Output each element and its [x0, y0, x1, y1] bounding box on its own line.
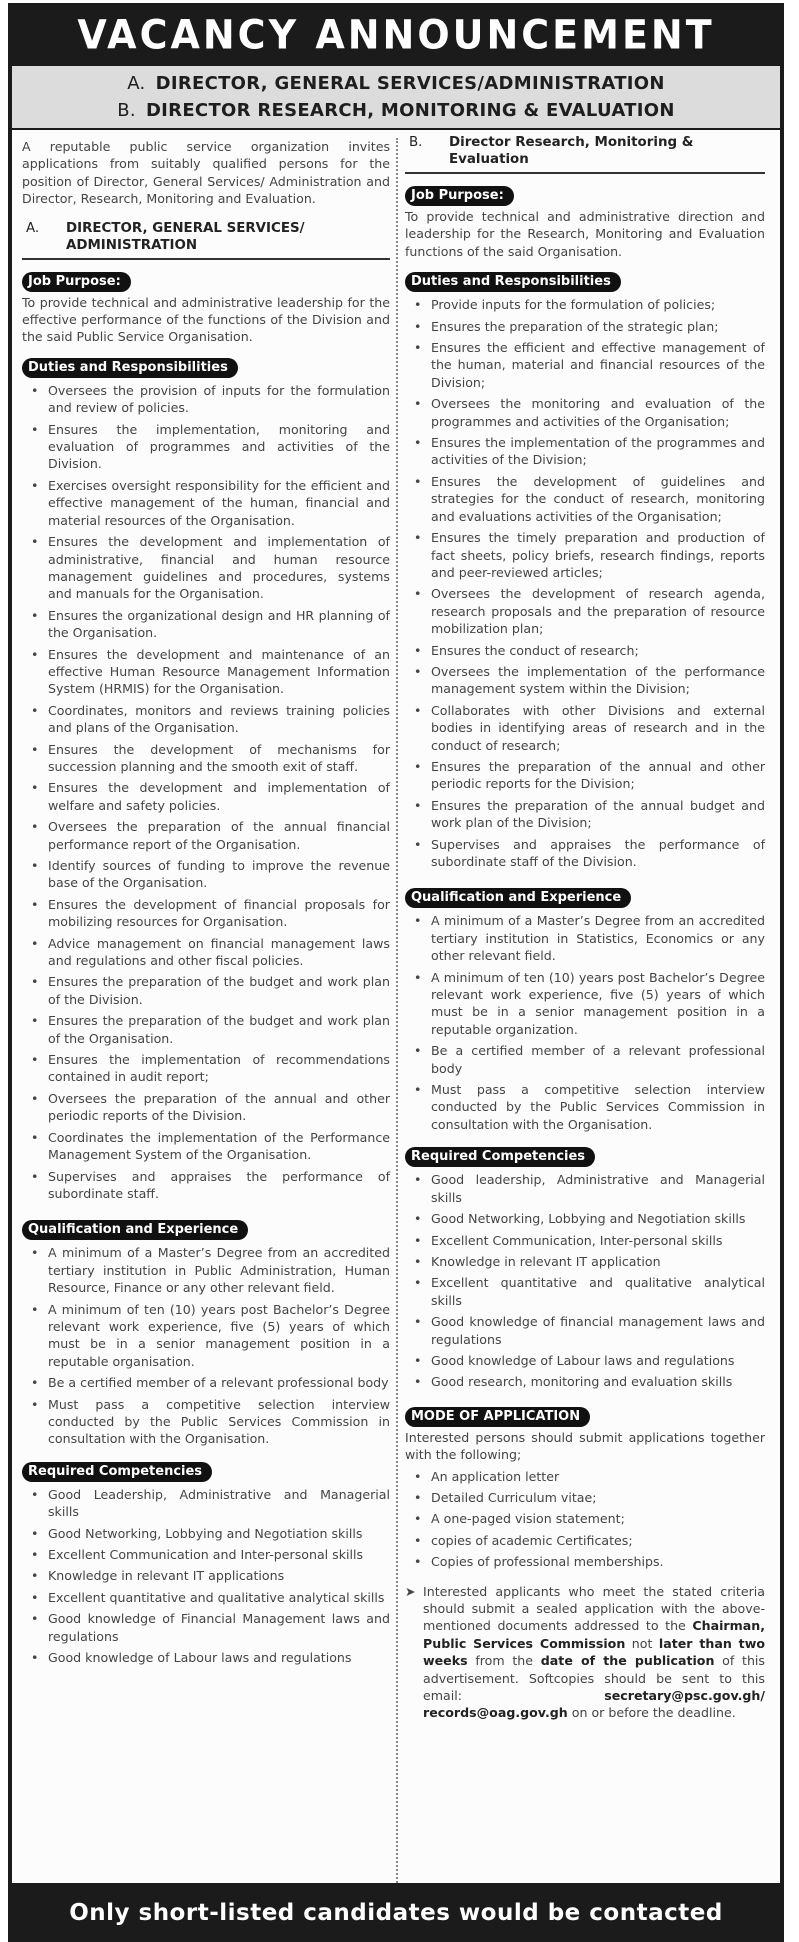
list-item-text: Good knowledge of Labour laws and regulations: [431, 1352, 735, 1368]
list-item: [22, 1525, 390, 1542]
bullet-icon: •: [31, 607, 39, 623]
list-item: [405, 642, 765, 659]
list-item-text: Excellent Communication and Inter-personal skills: [48, 1547, 364, 1562]
bullet-icon: •: [31, 1486, 39, 1502]
competencies-list: [22, 1486, 390, 1667]
arrow-bullet-icon: ➤: [405, 1583, 416, 1599]
list-item: [22, 1610, 390, 1645]
qualification-label: Qualification and Experience: [22, 1220, 248, 1240]
list-item-text: Excellent Communication, Inter-personal skills: [431, 1232, 723, 1248]
list-item: [22, 1168, 390, 1203]
list-item: [22, 1012, 390, 1047]
position-title: DIRECTOR RESEARCH, MONITORING & EVALUATION: [145, 100, 675, 121]
list-item: [405, 1373, 765, 1390]
job-purpose-text: To provide technical and administrative direction and leadership for the Research, Monitoring and Evaluation functions of the said Organisation.: [405, 209, 765, 259]
bullet-icon: •: [31, 1013, 39, 1029]
page-title: VACANCY ANNOUNCEMENT: [77, 11, 715, 58]
instruction-text: Interested applicants who meet the stated criteria should submit a sealed application with the above-mentioned documents addressed to the: [423, 1583, 765, 1634]
bullet-icon: •: [414, 1253, 422, 1269]
bullet-icon: •: [414, 758, 422, 774]
bullet-icon: •: [31, 1611, 39, 1627]
list-item: [405, 1210, 765, 1227]
list-item-text: Ensures the development and maintenance of an effective Human Resource Management Information System (HRMIS) for the Organisation.: [48, 646, 390, 697]
list-item-text: Ensures the preparation of the strategic plan;: [431, 318, 719, 334]
bullet-icon: •: [414, 1532, 422, 1548]
bullet-icon: •: [414, 836, 422, 852]
qualification-label: Qualification and Experience: [405, 888, 631, 908]
required-documents-list: [405, 1468, 765, 1571]
bullet-icon: •: [414, 1468, 422, 1484]
list-item: [22, 1546, 390, 1563]
bullet-icon: •: [31, 1396, 39, 1412]
list-item-text: Excellent quantitative and qualitative analytical skills: [48, 1589, 385, 1605]
deadline-reference: date of the publication: [540, 1653, 715, 1669]
list-item: [405, 1510, 765, 1527]
list-item-text: A minimum of ten (10) years post Bachelor’s Degree relevant work experience, five (5) years of which must be in a senior management position in a reputable organization.: [431, 969, 765, 1037]
bullet-icon: •: [31, 1525, 39, 1541]
bullet-icon: •: [414, 340, 422, 356]
list-item-text: Good knowledge of financial management laws and regulations: [431, 1314, 765, 1347]
list-item-text: Detailed Curriculum vitae;: [431, 1489, 597, 1505]
list-item-text: Ensures the development and implementation of welfare and safety policies.: [48, 780, 390, 813]
list-item: [405, 1313, 765, 1348]
list-item-text: Copies of professional memberships.: [431, 1554, 664, 1570]
bullet-icon: •: [414, 318, 422, 334]
list-item-text: Knowledge in relevant IT applications: [48, 1568, 285, 1584]
bullet-icon: •: [414, 969, 422, 985]
bullet-icon: •: [414, 1172, 422, 1188]
application-intro: Interested persons should submit applications together with the following;: [405, 1429, 765, 1463]
competencies-list: [405, 1171, 765, 1390]
bullet-icon: •: [31, 534, 39, 550]
title-band: [8, 3, 784, 66]
list-item: [405, 758, 765, 793]
list-item: [405, 1352, 765, 1369]
list-item-text: Ensures the preparation of the annual and other periodic reports for the Division;: [431, 758, 765, 792]
bullet-icon: •: [31, 1650, 39, 1666]
position-a-heading: [22, 220, 390, 260]
list-item-text: Identify sources of funding to improve the revenue base of the Organisation.: [48, 858, 390, 891]
bullet-icon: •: [31, 382, 39, 398]
list-item: [22, 779, 390, 814]
position-b-title: Director Research, Monitoring & Evaluation: [449, 135, 694, 167]
list-item-text: Oversees the preparation of the annual and other periodic reports of the Division.: [48, 1090, 390, 1124]
list-item-text: Ensures the implementation of the programmes and activities of the Division;: [431, 435, 765, 468]
bullet-icon: •: [414, 1554, 422, 1570]
list-item-text: Ensures the preparation of the budget and work plan of the Division.: [48, 974, 390, 1007]
list-item: [22, 646, 390, 698]
list-item-text: Supervises and appraises the performance of subordinate staff.: [48, 1168, 390, 1201]
list-item-text: Oversees the provision of inputs for the formulation and review of policies.: [48, 382, 390, 416]
column-position-a: [22, 130, 390, 1666]
list-item: [22, 1649, 390, 1666]
list-item-text: An application letter: [431, 1468, 560, 1484]
bullet-icon: •: [31, 1375, 39, 1391]
list-item: [22, 382, 390, 417]
list-item-text: Good Networking, Lobbying and Negotiation skills: [431, 1211, 746, 1227]
list-item: [22, 818, 390, 853]
list-item: [405, 1253, 765, 1270]
bullet-icon: •: [414, 797, 422, 813]
list-item: [22, 741, 390, 776]
list-item-text: Ensures the implementation, monitoring and evaluation of programmes and activities of the Division.: [48, 421, 390, 472]
position-title: DIRECTOR, GENERAL SERVICES/ADMINISTRATION: [155, 73, 665, 94]
list-item-text: Oversees the development of research agenda, research proposals and the preparation of resource mobilization plan;: [431, 586, 765, 637]
bullet-icon: •: [414, 473, 422, 489]
position-prefix: A.: [127, 73, 146, 94]
list-item-text: Good knowledge of Financial Management laws and regulations: [48, 1611, 390, 1644]
list-item: [22, 1244, 390, 1296]
list-item: [22, 421, 390, 473]
position-letter: B.: [409, 135, 423, 150]
list-item: [405, 969, 765, 1039]
intro-text: A reputable public service organization invites applications from suitably qualified persons for the position of Director, General Services/ Administration and Director, Research, Monitoring and Evaluation.: [22, 139, 390, 207]
list-item-text: A minimum of a Master’s Degree from an accredited tertiary institution in Public Administration, Human Resource, Finance or any other relevant field.: [48, 1245, 390, 1296]
list-item: [22, 1374, 390, 1391]
list-item: [405, 702, 765, 754]
list-item: [405, 797, 765, 832]
job-purpose-text: To provide technical and administrative leadership for the effective performance of the functions of the Division and the said Public Service Organisation.: [22, 294, 390, 345]
footer-notice: Only short-listed candidates would be contacted: [69, 1899, 723, 1926]
position-heading-b: [117, 97, 674, 124]
bullet-icon: •: [414, 396, 422, 412]
list-item-text: Oversees the monitoring and evaluation of the programmes and activities of the Organisation;: [431, 396, 765, 429]
position-heading-a: [127, 70, 664, 97]
list-item-text: Exercises oversight responsibility for the efficient and effective management of the human, financial and material resources of the Organisation.: [48, 477, 390, 528]
bullet-icon: •: [414, 1374, 422, 1390]
bullet-icon: •: [414, 1211, 422, 1227]
bullet-icon: •: [31, 858, 39, 873]
list-item: [22, 1301, 390, 1371]
list-item: [22, 1567, 390, 1584]
job-purpose-label: Job Purpose:: [22, 272, 131, 292]
list-item-text: Provide inputs for the formulation of policies;: [431, 297, 716, 313]
bullet-icon: •: [31, 974, 39, 990]
list-item: [22, 896, 390, 931]
list-item: [405, 1171, 765, 1206]
list-item-text: Good leadership, Administrative and Managerial skills: [431, 1172, 765, 1205]
list-item-text: Good research, monitoring and evaluation skills: [431, 1374, 733, 1390]
bullet-icon: •: [414, 297, 422, 313]
list-item-text: Must pass a competitive selection interview conducted by the Public Services Commission in consultation with the Organisation.: [48, 1396, 390, 1447]
qualifications-list: [405, 912, 765, 1133]
duties-list: [22, 382, 390, 1202]
list-item: [22, 1129, 390, 1164]
list-item-text: Coordinates the implementation of the Performance Management System of the Organisation.: [48, 1129, 390, 1163]
announcement-frame: [8, 3, 784, 1942]
instruction-text: not: [625, 1635, 659, 1651]
list-item: [405, 339, 765, 391]
bullet-icon: •: [31, 646, 39, 662]
list-item-text: Good knowledge of Labour laws and regulations: [48, 1650, 352, 1666]
bullet-icon: •: [31, 702, 39, 718]
job-purpose-label: Job Purpose:: [405, 186, 514, 206]
list-item-text: Ensures the development and implementation of administrative, financial and human resource management guidelines and procedures, systems and manuals for the Organisation.: [48, 534, 390, 602]
list-item-text: Ensures the development of mechanisms for succession planning and the smooth exit of staff.: [48, 741, 390, 774]
list-item-text: Ensures the organizational design and HR planning of the Organisation.: [48, 607, 390, 641]
bullet-icon: •: [31, 477, 39, 493]
list-item-text: Oversees the preparation of the annual financial performance report of the Organisation.: [48, 819, 390, 852]
list-item-text: Oversees the implementation of the performance management system within the Division;: [431, 663, 765, 697]
list-item: [405, 1532, 765, 1549]
duties-list: [405, 296, 765, 870]
list-item-text: Excellent quantitative and qualitative analytical skills: [431, 1275, 765, 1308]
bullet-icon: •: [414, 663, 422, 679]
body-content: [12, 130, 780, 1883]
list-item: [405, 585, 765, 637]
bullet-icon: •: [414, 586, 422, 602]
list-item-text: Supervises and appraises the performance of subordinate staff of the Division.: [431, 836, 765, 869]
column-divider: [396, 138, 398, 1883]
addressee: Chairman, Public Services Commission: [423, 1618, 765, 1651]
list-item-text: A minimum of a Master’s Degree from an accredited tertiary institution in Statistics, Economics or any other relevant field.: [431, 913, 765, 964]
competencies-label: Required Competencies: [405, 1147, 595, 1167]
bullet-icon: •: [31, 741, 39, 757]
list-item-text: Knowledge in relevant IT application: [431, 1253, 661, 1269]
list-item-text: Collaborates with other Divisions and external bodies in identifying areas of research and in the conduct of research;: [431, 702, 765, 753]
list-item: [22, 935, 390, 970]
list-item-text: Ensures the conduct of research;: [431, 642, 639, 658]
bullet-icon: •: [414, 1275, 422, 1291]
list-item: [405, 1042, 765, 1077]
list-item: [405, 663, 765, 698]
bullet-icon: •: [414, 1043, 422, 1059]
list-item: [405, 1081, 765, 1133]
bullet-icon: •: [31, 421, 39, 437]
positions-band: [12, 66, 780, 128]
bullet-icon: •: [414, 1489, 422, 1505]
email-addresses[interactable]: secretary@psc.gov.gh/ records@oag.gov.gh: [423, 1688, 765, 1721]
mode-of-application-label: MODE OF APPLICATION: [405, 1407, 590, 1427]
list-item-text: A minimum of ten (10) years post Bachelor’s Degree relevant work experience, five (5) years of which must be in a senior management position in a reputable organisation.: [48, 1301, 390, 1369]
list-item: [405, 1553, 765, 1570]
position-letter: A.: [26, 220, 40, 236]
instruction-text: on or before the deadline.: [567, 1705, 736, 1721]
list-item: [22, 1090, 390, 1125]
list-item-text: Ensures the efficient and effective management of the human, material and financial resources of the Division;: [431, 340, 765, 390]
list-item: [405, 395, 765, 430]
position-a-title: DIRECTOR, GENERAL SERVICES/ ADMINISTRATION: [66, 220, 305, 253]
bullet-icon: •: [31, 780, 39, 796]
list-item-text: copies of academic Certificates;: [431, 1532, 633, 1548]
competencies-label: Required Competencies: [22, 1462, 212, 1482]
list-item-text: Ensures the development of financial proposals for mobilizing resources for Organisation.: [48, 896, 390, 930]
list-item: [22, 607, 390, 642]
list-item-text: Must pass a competitive selection interview conducted by the Public Services Commission in consultation with the Organisation.: [431, 1082, 765, 1132]
list-item: [22, 1396, 390, 1448]
bullet-icon: •: [414, 1352, 422, 1368]
bullet-icon: •: [31, 1090, 39, 1106]
duties-label: Duties and Responsibilities: [22, 358, 238, 378]
bullet-icon: •: [31, 1301, 39, 1317]
bullet-icon: •: [31, 819, 39, 835]
list-item: [405, 529, 765, 581]
bullet-icon: •: [414, 642, 422, 658]
list-item: [405, 1468, 765, 1485]
duties-label: Duties and Responsibilities: [405, 272, 621, 292]
list-item-text: Be a certified member of a relevant professional body: [431, 1043, 765, 1076]
list-item: [405, 836, 765, 871]
position-b-heading: [405, 134, 765, 174]
list-item: [405, 296, 765, 313]
list-item: [22, 973, 390, 1008]
list-item: [405, 1489, 765, 1506]
bullet-icon: •: [414, 1232, 422, 1248]
list-item-text: Ensures the implementation of recommendations contained in audit report;: [48, 1052, 390, 1085]
list-item: [22, 702, 390, 737]
bullet-icon: •: [31, 1168, 39, 1184]
column-position-b: [405, 130, 765, 1722]
bullet-icon: •: [31, 1129, 39, 1145]
list-item-text: Ensures the development of guidelines and strategies for the conduct of research, monitoring and evaluations activities of the Organisation;: [431, 473, 765, 524]
bullet-icon: •: [31, 1568, 39, 1584]
list-item: [405, 1274, 765, 1309]
qualifications-list: [22, 1244, 390, 1447]
instruction-text: from the: [467, 1653, 541, 1669]
list-item: [405, 434, 765, 469]
bullet-icon: •: [414, 913, 422, 929]
footer-band: [8, 1883, 784, 1942]
bullet-icon: •: [414, 435, 422, 451]
bullet-icon: •: [31, 896, 39, 912]
list-item-text: Ensures the timely preparation and production of fact sheets, policy briefs, research findings, reports and peer-reviewed articles;: [431, 530, 765, 580]
list-item-text: Good Leadership, Administrative and Managerial skills: [48, 1486, 390, 1520]
list-item-text: Ensures the preparation of the annual budget and work plan of the Division;: [431, 797, 765, 831]
list-item: [405, 1232, 765, 1249]
bullet-icon: •: [414, 1511, 422, 1527]
bullet-icon: •: [31, 1589, 39, 1605]
bullet-icon: •: [414, 1314, 422, 1330]
bullet-icon: •: [414, 1082, 422, 1098]
instruction-text: of this advertisement. Softcopies should be sent to this email:: [423, 1653, 765, 1704]
list-item: [22, 477, 390, 529]
bullet-icon: •: [31, 1052, 39, 1068]
deadline: later than two weeks: [423, 1635, 765, 1669]
bullet-icon: •: [31, 1245, 39, 1261]
bullet-icon: •: [414, 530, 422, 546]
list-item: [22, 857, 390, 892]
list-item: [405, 318, 765, 335]
list-item: [22, 1589, 390, 1606]
position-prefix: B.: [117, 100, 136, 121]
list-item: [405, 912, 765, 964]
list-item: [22, 1051, 390, 1086]
list-item: [22, 533, 390, 603]
bullet-icon: •: [31, 935, 39, 951]
list-item-text: Advice management on financial management laws and regulations and other fiscal policies.: [48, 935, 390, 969]
bullet-icon: •: [31, 1547, 39, 1562]
list-item-text: Ensures the preparation of the budget and work plan of the Organisation.: [48, 1013, 390, 1046]
list-item-text: Be a certified member of a relevant professional body: [48, 1375, 389, 1391]
list-item: [405, 473, 765, 525]
list-item-text: Good Networking, Lobbying and Negotiation skills: [48, 1525, 363, 1541]
bullet-icon: •: [414, 702, 422, 718]
list-item: [22, 1486, 390, 1521]
application-instructions: [405, 1583, 765, 1722]
list-item-text: A one-paged vision statement;: [431, 1511, 625, 1527]
list-item-text: Coordinates, monitors and reviews training policies and plans of the Organisation.: [48, 702, 390, 736]
